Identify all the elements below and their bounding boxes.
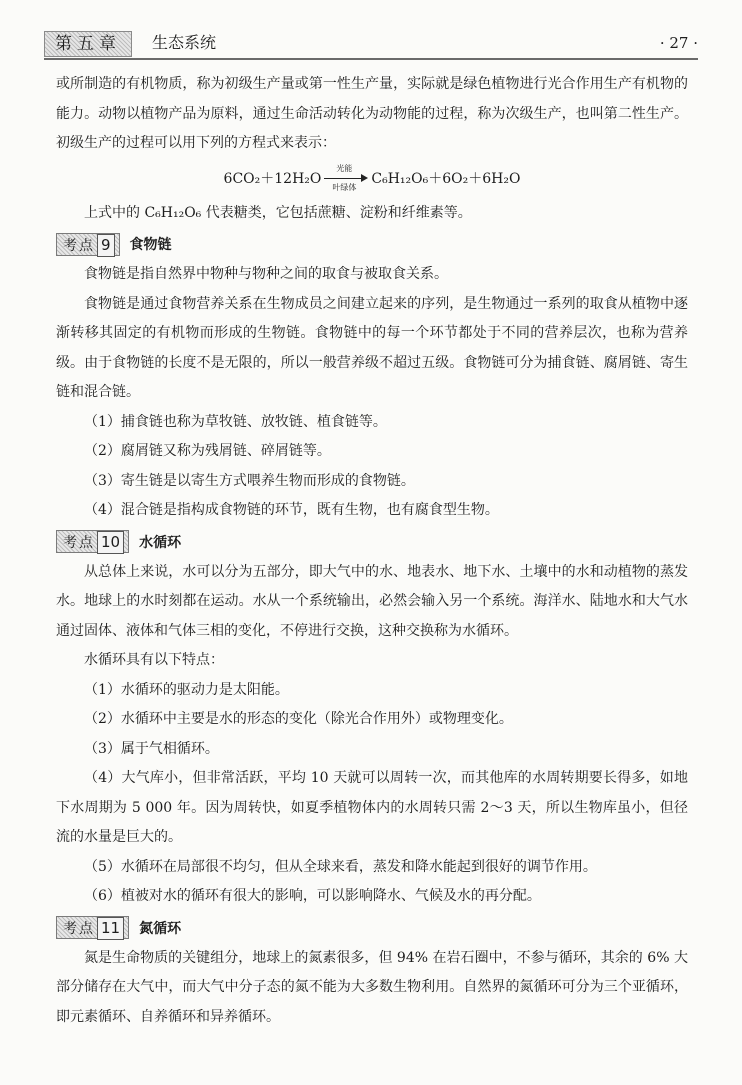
equation-products: C₆H₁₂O₆＋6O₂＋6H₂O <box>371 170 521 187</box>
kp11-heading <box>56 913 688 943</box>
kp9-item-1: （1）捕食链也称为草牧链、放牧链、植食链等。 <box>84 413 387 430</box>
kp11-title: 氮循环 <box>139 920 182 937</box>
kp10-title: 水循环 <box>139 534 182 551</box>
kp10-item-6: （6）植被对水的循环有很大的影响，可以影响降水、气候及水的再分配。 <box>84 888 541 904</box>
kp9-item-4: （4）混合链是指构成食物链的环节，既有生物，也有腐食型生物。 <box>84 502 499 518</box>
reaction-arrow-icon <box>324 163 368 192</box>
arrow-condition-bottom: 叶绿体 <box>332 182 357 192</box>
kp9-item-3: （3）寄生链是以寄生方式喂养生物而形成的食物链。 <box>84 472 415 489</box>
kp10-paragraph-2: 水循环具有以下特点： <box>84 652 224 668</box>
page-number: · 27 · <box>659 34 698 52</box>
kp10-label: 考点 <box>63 535 95 551</box>
kp10-paragraph-1: 从总体上来说，水可以分为五部分，即大气中的水、地表水、地下水、土壤中的水和动植物的蒸发水。地球上的水时刻都在运动。水从一个系统输出，必然会输入另一个系统。海洋水、陆地水和大气水通过固体、液体和气体三相的变化，不停进行交换，这种交换称为水循环。 <box>56 563 688 639</box>
kp10-badge <box>56 530 129 553</box>
kp10-item-3: （3）属于气相循环。 <box>84 740 219 757</box>
kp10-item-2: （2）水循环中主要是水的形态的变化（除光合作用外）或物理变化。 <box>84 711 513 727</box>
kp9-title: 食物链 <box>129 237 172 253</box>
chapter-label: 第五章 <box>44 31 132 57</box>
kp11-paragraph-1: 氮是生命物质的关键组分，地球上的氮素很多，但 94% 在岩石圈中，不参与循环，其余的 6% 大部分储存在大气中，而大气中分子态的氮不能为大多数生物利用。自然界的氮循环可分为三个亚循环，即元素循环、自养循环和异养循环。 <box>56 949 688 1025</box>
kp10-item-5: （5）水循环在局部很不均匀，但从全球来看，蒸发和降水能起到很好的调节作用。 <box>84 858 597 875</box>
page-header <box>44 28 698 60</box>
kp9-paragraph-1: 食物链是指自然界中物种与物种之间的取食与被取食关系。 <box>84 266 448 282</box>
kp11-badge <box>56 916 129 939</box>
kp9-item-2: （2）腐屑链又称为残屑链、碎屑链等。 <box>84 443 331 459</box>
kp9-heading <box>56 229 688 259</box>
page-body <box>56 70 688 1032</box>
kp11-number: 11 <box>97 917 124 940</box>
photosynthesis-equation <box>56 159 688 199</box>
chapter-name: 生态系统 <box>152 33 217 52</box>
kp10-item-1: （1）水循环的驱动力是太阳能。 <box>84 681 289 698</box>
kp10-item-4: （4）大气库小，但非常活跃，平均 10 天就可以周转一次，而其他库的水周转期要长得多，如地下水周期为 5 000 年。因为周转快，如夏季植物体内的水周转只需 2～3 天，所以生物库虽小，但径流的水量是巨大的。 <box>56 770 688 845</box>
equation-reactants: 6CO₂＋12H₂O <box>223 170 322 187</box>
kp10-heading <box>56 527 688 557</box>
arrow-condition-top: 光能 <box>336 163 353 173</box>
equation-note: 上式中的 C₆H₁₂O₆ 代表糖类，它包括蔗糖、淀粉和纤维素等。 <box>84 204 472 221</box>
kp9-badge <box>56 233 120 256</box>
kp10-number: 10 <box>97 531 124 554</box>
kp9-label: 考点 <box>63 237 95 254</box>
kp11-label: 考点 <box>63 921 95 937</box>
kp9-number: 9 <box>97 234 115 257</box>
kp9-paragraph-2: 食物链是通过食物营养关系在生物成员之间建立起来的序列，是生物通过一系列的取食从植物中逐渐转移其固定的有机物而形成的生物链。食物链中的每一个环节都处于不同的营养层次，也称为营养级。由于食物链的长度不是无限的，所以一般营养级不超过五级。食物链可分为捕食链、腐屑链、寄生链和混合链。 <box>56 295 688 400</box>
header-rule <box>44 58 698 60</box>
intro-paragraph: 或所制造的有机物质，称为初级生产量或第一性生产量，实际就是绿色植物进行光合作用生产有机物的能力。动物以植物产品为原料，通过生命活动转化为动物能的过程，称为次级生产，也叫第二性生产。初级生产的过程可以用下列的方程式来表示： <box>56 76 688 151</box>
